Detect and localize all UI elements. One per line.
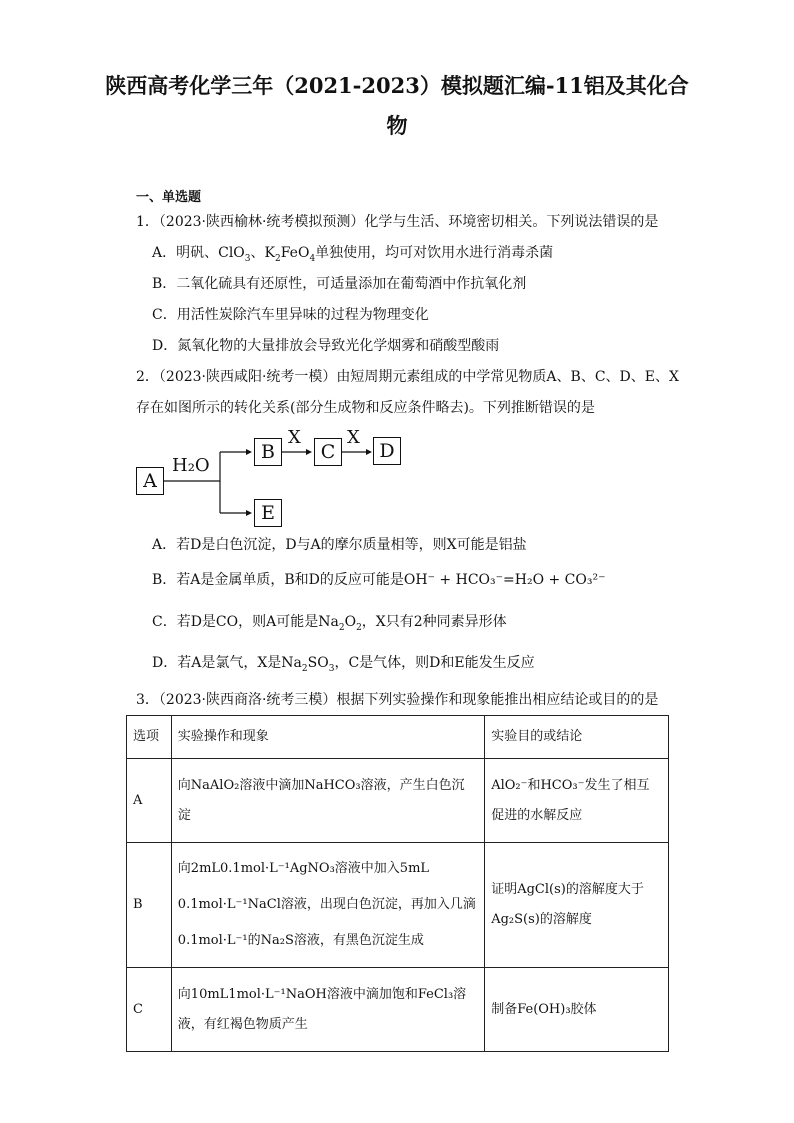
q1-option-b: B．二氧化硫具有还原性，可适量添加在葡萄酒中作抗氧化剂 xyxy=(152,276,527,292)
cell-line: Ag₂S(s)的溶解度 xyxy=(491,912,592,927)
q3-stem: 3．（2023·陕西商洛·统考三模）根据下列实验操作和现象能推出相应结论或目的的是 xyxy=(136,692,659,708)
table-row xyxy=(127,759,669,843)
cell-line: 制备Fe(OH)₃胶体 xyxy=(491,1001,597,1017)
q1-option-c: C．用活性炭除汽车里异味的过程为物理变化 xyxy=(152,307,429,323)
q2-option-d: D．若A是氯气，X是$Na_2SO_3$，C是气体，则D和E能发生反应 xyxy=(152,655,535,674)
cell-line: 0.1mol·L⁻¹的Na₂S溶液，有黑色沉淀生成 xyxy=(177,933,424,948)
row-option: B xyxy=(127,843,172,968)
row-option: C xyxy=(127,968,172,1052)
q2-option-c: C．若D是CO，则A可能是$Na_2O_2$，X只有2种同素异形体 xyxy=(152,614,507,633)
row-operation xyxy=(171,968,484,1052)
title-line-2: 物 xyxy=(386,113,408,138)
row-operation xyxy=(171,843,484,968)
cell-line: 0.1mol·L⁻¹NaCl溶液，出现白色沉淀，再加入几滴 xyxy=(177,897,476,912)
cell-line: 淀 xyxy=(177,807,191,823)
q2-stem-line-2: 存在如图所示的转化关系(部分生成物和反应条件略去)。下列推断错误的是 xyxy=(136,400,595,416)
diagram-box-c: C xyxy=(314,438,342,466)
cell-line: 向10mL1mol·L⁻¹NaOH溶液中滴加饱和FeCl₃溶 xyxy=(177,986,467,1002)
cell-line: 向NaAlO₂溶液中滴加NaHCO₃溶液，产生白色沉 xyxy=(177,777,465,793)
header-option: 选项 xyxy=(127,716,172,759)
table-row xyxy=(127,968,669,1052)
row-conclusion xyxy=(485,968,669,1052)
header-operation: 实验操作和现象 xyxy=(171,716,484,759)
row-operation xyxy=(171,759,484,843)
cell-line: AlO₂⁻和HCO₃⁻发生了相互 xyxy=(491,777,650,793)
row-conclusion xyxy=(485,759,669,843)
diagram-box-d: D xyxy=(373,437,401,465)
q2-option-a: A．若D是白色沉淀，D与A的摩尔质量相等，则X可能是铝盐 xyxy=(152,537,527,553)
q2-option-b: B．若A是金属单质，B和D的反应可能是OH⁻ + HCO₃⁻=H₂O + CO₃²⁻ xyxy=(152,572,606,588)
q1-stem: 1．（2023·陕西榆林·统考模拟预测）化学与生活、环境密切相关。下列说法错误的是 xyxy=(136,214,659,230)
q1-option-a: A．明矾、ClO$_3$、$K_2FeO_4$单独使用，均可对饮用水进行消毒杀菌 xyxy=(152,245,554,264)
cell-line: 证明AgCl(s)的溶解度大于 xyxy=(491,882,644,897)
table-row xyxy=(127,843,669,968)
cell-line: 向2mL0.1mol·L⁻¹AgNO₃溶液中加入5mL xyxy=(177,861,430,876)
diagram-box-e: E xyxy=(254,499,282,527)
row-option: A xyxy=(127,759,172,843)
title-line-1: 陕西高考化学三年（2021-2023）模拟题汇编-11铝及其化合 xyxy=(105,73,689,98)
q1-option-d: D．氮氧化物的大量排放会导致光化学烟雾和硝酸型酸雨 xyxy=(152,338,500,354)
diagram-label-x-2: X xyxy=(347,427,360,448)
row-conclusion xyxy=(485,843,669,968)
diagram-box-b: B xyxy=(254,438,282,466)
diagram-box-a: A xyxy=(136,467,164,495)
table-header-row xyxy=(127,716,669,759)
cell-line: 促进的水解反应 xyxy=(491,807,583,823)
diagram-label-h2o: H₂O xyxy=(172,455,210,476)
diagram-label-x-1: X xyxy=(288,427,301,448)
section-heading: 一、单选题 xyxy=(136,190,202,205)
experiment-table xyxy=(126,715,669,1052)
cell-line: 液，有红褐色物质产生 xyxy=(177,1016,308,1032)
document-title xyxy=(60,66,734,146)
q2-stem-line-1: 2．（2023·陕西咸阳·统考一模）由短周期元素组成的中学常见物质A、B、C、D、E、X xyxy=(136,369,679,385)
header-conclusion: 实验目的或结论 xyxy=(485,716,669,759)
